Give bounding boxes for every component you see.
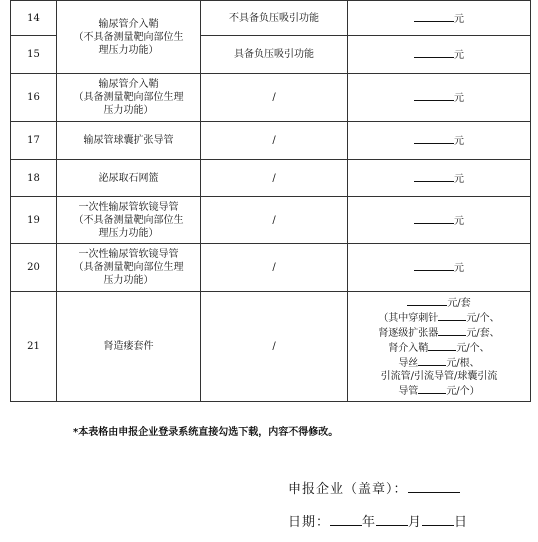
product-name: 输尿管介入鞘 （不具备测量靶向部位生 理压力功能） (57, 1, 201, 74)
row-number: 17 (11, 122, 57, 160)
product-name: 肾造瘘套件 (57, 292, 201, 402)
product-option: 具备负压吸引功能 (201, 36, 348, 74)
product-name: 一次性输尿管软镜导管 （不具备测量靶向部位生 理压力功能） (57, 197, 201, 244)
price-blank (414, 171, 454, 182)
product-option: / (201, 74, 348, 122)
price-cell: 元 (348, 1, 531, 36)
table-row (11, 292, 531, 402)
company-blank[interactable] (408, 480, 460, 493)
product-option: / (201, 197, 348, 244)
day-label: 日 (454, 515, 469, 530)
row-number: 16 (11, 74, 57, 122)
row-number: 21 (11, 292, 57, 402)
price-cell: 元 (348, 244, 531, 292)
table-row (11, 1, 531, 36)
price-cell: 元 (348, 197, 531, 244)
price-blank (438, 310, 466, 321)
company-label: 申报企业（盖章）： (288, 482, 408, 497)
price-blank (418, 355, 446, 366)
product-name: 一次性输尿管软镜导管 （具备测量靶向部位生理 压力功能） (57, 244, 201, 292)
form-note: *本表格由申报企业登录系统直接勾选下载，内容不得修改。 (73, 427, 339, 438)
price-blank (414, 213, 454, 224)
product-name: 泌尿取石网篮 (57, 160, 201, 197)
price-cell: 元 (348, 74, 531, 122)
date-label: 日期： (288, 515, 331, 530)
product-name: 输尿管球囊扩张导管 (57, 122, 201, 160)
year-blank[interactable] (330, 513, 362, 526)
row-number: 19 (11, 197, 57, 244)
price-table (10, 0, 531, 402)
price-blank (418, 383, 446, 394)
price-blank (414, 90, 454, 101)
table-row (11, 122, 531, 160)
company-seal-line (288, 478, 460, 497)
month-blank[interactable] (376, 513, 408, 526)
price-cell: 元/套 （其中穿刺针 元/个、 肾逐级扩张器 元/套、 肾介入鞘 元/个、 导丝 元/根、 引流管/引流导管/球囊引流 导管 元/个） (348, 292, 531, 402)
price-blank (414, 47, 454, 58)
day-blank[interactable] (422, 513, 454, 526)
month-label: 月 (408, 515, 423, 530)
price-blank (414, 11, 454, 22)
table-row (11, 74, 531, 122)
year-label: 年 (362, 515, 377, 530)
price-cell: 元 (348, 36, 531, 74)
table-row (11, 160, 531, 197)
price-cell: 元 (348, 160, 531, 197)
table-row (11, 197, 531, 244)
price-blank (438, 325, 466, 336)
price-cell: 元 (348, 122, 531, 160)
date-line (288, 511, 468, 530)
row-number: 15 (11, 36, 57, 74)
price-blank (414, 133, 454, 144)
product-option: / (201, 244, 348, 292)
product-name: 输尿管介入鞘 （具备测量靶向部位生理 压力功能） (57, 74, 201, 122)
row-number: 14 (11, 1, 57, 36)
row-number: 20 (11, 244, 57, 292)
product-option: / (201, 160, 348, 197)
price-blank (428, 340, 456, 351)
table-row (11, 244, 531, 292)
row-number: 18 (11, 160, 57, 197)
product-option: / (201, 122, 348, 160)
price-blank (407, 295, 447, 306)
product-option: / (201, 292, 348, 402)
price-blank (414, 260, 454, 271)
product-option: 不具备负压吸引功能 (201, 1, 348, 36)
